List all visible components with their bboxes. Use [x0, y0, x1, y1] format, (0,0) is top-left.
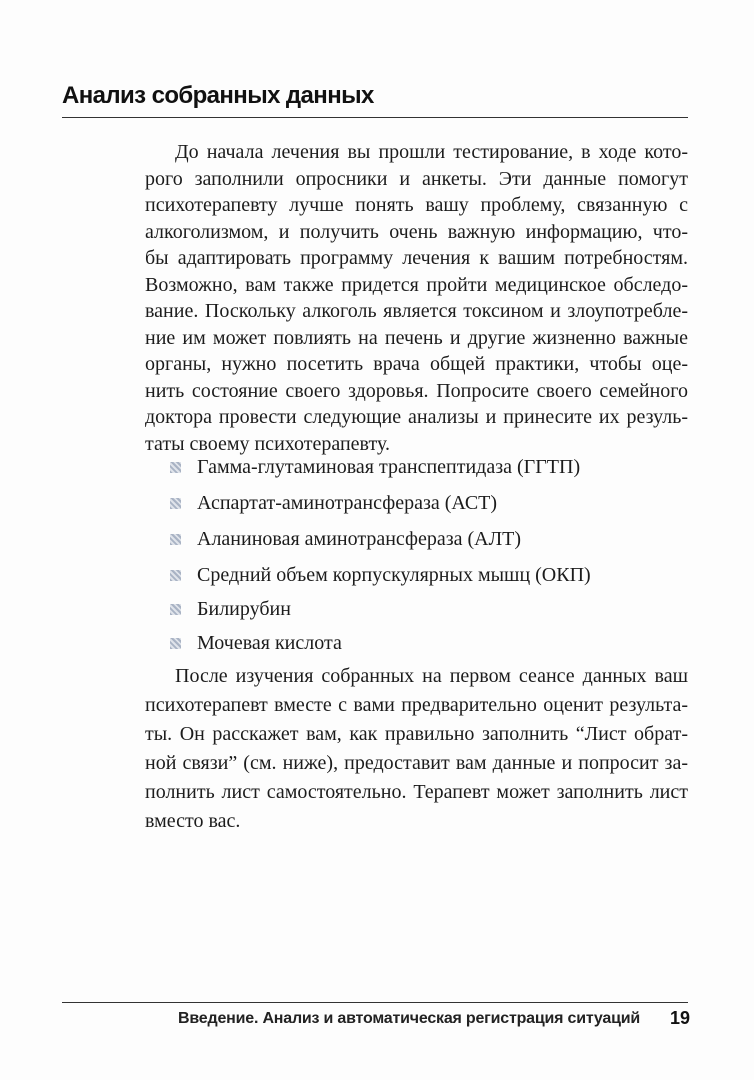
list-item	[170, 526, 521, 552]
text-line: полнить лист самостоятельно. Терапевт может заполнить лист	[145, 781, 688, 803]
text-line: вание. Поскольку алкоголь является токсином и злоупотребле-	[145, 300, 688, 322]
text-line: вместо вас.	[145, 810, 241, 832]
text-line: бы адаптировать программу лечения к вашим потребностям.	[145, 247, 688, 269]
text-line: рого заполнили опросники и анкеты. Эти данные помогут	[145, 167, 688, 190]
square-bullet-icon	[170, 534, 181, 545]
text-line: таты своему психотерапевту.	[145, 432, 390, 455]
square-bullet-icon	[170, 570, 181, 581]
list-item-text: Гамма-глутаминовая транспептидаза (ГГТП)	[197, 456, 581, 478]
list-item-text: Аланиновая аминотрансфераза (АЛТ)	[197, 528, 522, 550]
section-heading: Анализ собранных данных	[62, 82, 374, 109]
running-title: Введение. Анализ и автоматическая регистрация ситуаций	[178, 1010, 640, 1027]
page-number: 19	[670, 1008, 691, 1028]
text-line: До начала лечения вы прошли тестирование, в ходе кото-	[175, 141, 688, 163]
square-bullet-icon	[170, 498, 181, 509]
text-line: психотерапевту лучше понять вашу проблему, связанную с	[145, 194, 688, 216]
list-item	[170, 454, 580, 480]
text-line: нить состояние своего здоровья. Попросите своего семейного	[145, 379, 688, 402]
text-line: ние им может повлиять на печень и другие жизненно важные	[145, 326, 688, 349]
text-line: Возможно, вам также придется пройти медицинское обследо-	[145, 273, 688, 296]
square-bullet-icon	[170, 638, 181, 649]
list-item-text: Средний объем корпускулярных мышц (ОКП)	[197, 564, 591, 586]
text-line: доктора провести следующие анализы и принесите их резуль-	[145, 406, 688, 428]
text-line: алкоголизмом, и получить очень важную информацию, что-	[145, 220, 688, 243]
list-item-text: Билирубин	[197, 598, 291, 620]
text-line: После изучения собранных на первом сеансе данных ваш	[175, 665, 688, 687]
text-line: органы, нужно посетить врача общей практики, чтобы оце-	[145, 353, 688, 375]
list-item	[170, 490, 497, 516]
text-line: ной связи” (см. ниже), предоставит вам данные и попросит за-	[145, 752, 688, 774]
list-item	[170, 562, 591, 588]
list-item	[170, 596, 291, 622]
list-item-text: Аспартат-аминотрансфераза (АСТ)	[197, 492, 498, 514]
list-item-text: Мочевая кислота	[197, 632, 342, 654]
square-bullet-icon	[170, 462, 181, 473]
heading-rule	[62, 117, 688, 118]
list-item	[170, 630, 342, 656]
text-line: психотерапевт вместе с вами предварительно оценит результа-	[145, 694, 688, 716]
square-bullet-icon	[170, 604, 181, 615]
text-line: ты. Он расскажет вам, как правильно заполнить “Лист обрат-	[145, 723, 688, 745]
footer-rule	[62, 1002, 688, 1003]
